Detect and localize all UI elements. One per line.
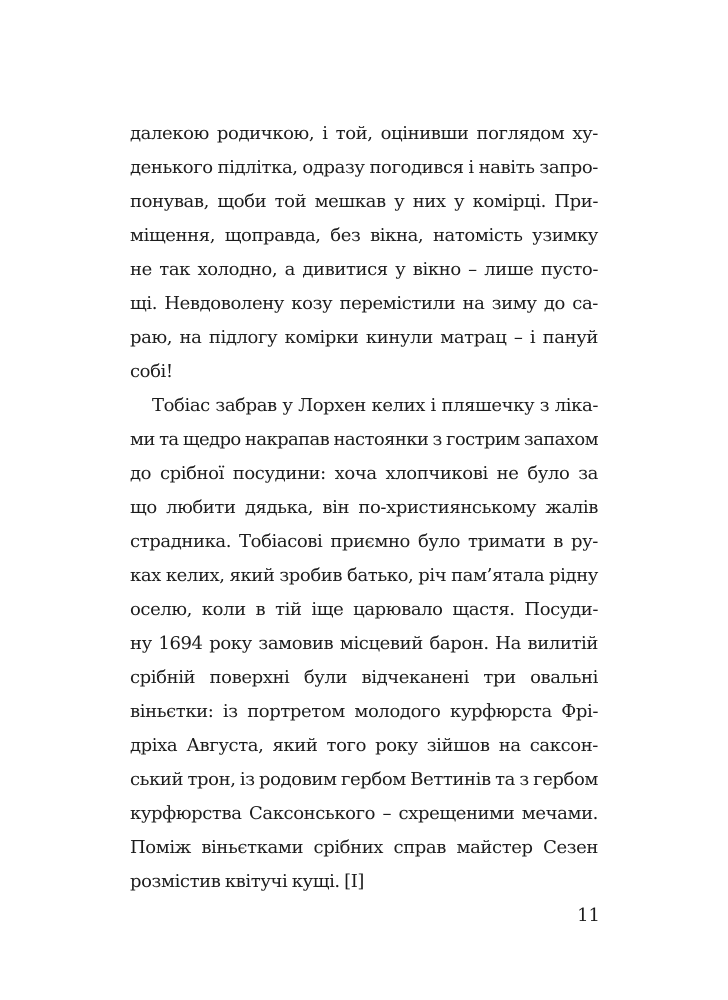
text-line: щі. Невдоволену козу перемістили на зиму до са- — [130, 293, 598, 314]
text-line: ну 1694 року замовив місцевий барон. На вилитій — [130, 633, 598, 654]
text-line: віньєтки: із портретом молодого курфюрста Фрі- — [130, 701, 598, 722]
text-line: ський трон, із родовим гербом Веттинів та з гербом — [130, 769, 598, 790]
paragraph-first-line: Тобіас забрав у Лорхен келих і пляшечку з ліка- — [152, 395, 598, 416]
text-line: собі! — [130, 361, 173, 382]
text-line: денького підлітка, одразу погодився і навіть запро- — [130, 157, 598, 178]
text-line: страдника. Тобіасові приємно було тримати в ру- — [130, 531, 598, 552]
text-line: Поміж віньєтками срібних справ майстер Сезен — [130, 837, 598, 858]
text-line: раю, на підлогу комірки кинули матрац – і пануй — [130, 327, 598, 348]
text-line: срібній поверхні були відчеканені три овальні — [130, 667, 598, 688]
text-line: що любити дядька, він по-християнському жалів — [130, 497, 598, 518]
text-line: розмістив квітучі кущі. [I] — [130, 871, 365, 892]
text-line: ми та щедро накрапав настоянки з гострим запахом — [130, 429, 598, 450]
text-line: оселю, коли в тій іще царювало щастя. Посуди- — [130, 599, 598, 620]
text-line: не так холодно, а дивитися у вікно – лише пусто- — [130, 259, 598, 280]
text-line: до срібної посудини: хоча хлопчикові не було за — [130, 463, 598, 484]
text-line: ках келих, який зробив батько, річ пам’ятала рідну — [130, 565, 598, 586]
text-line: понував, щоби той мешкав у них у комірці. При- — [130, 191, 598, 212]
text-line: курфюрства Саксонського – схрещеними мечами. — [130, 803, 598, 824]
text-line: далекою родичкою, і той, оцінивши поглядом ху- — [130, 123, 598, 144]
text-line: дріха Августа, який того року зійшов на саксон- — [130, 735, 598, 756]
body-text — [130, 117, 598, 899]
page-number: 11 — [577, 905, 600, 926]
text-line: міщення, щоправда, без вікна, натомість узимку — [130, 225, 598, 246]
